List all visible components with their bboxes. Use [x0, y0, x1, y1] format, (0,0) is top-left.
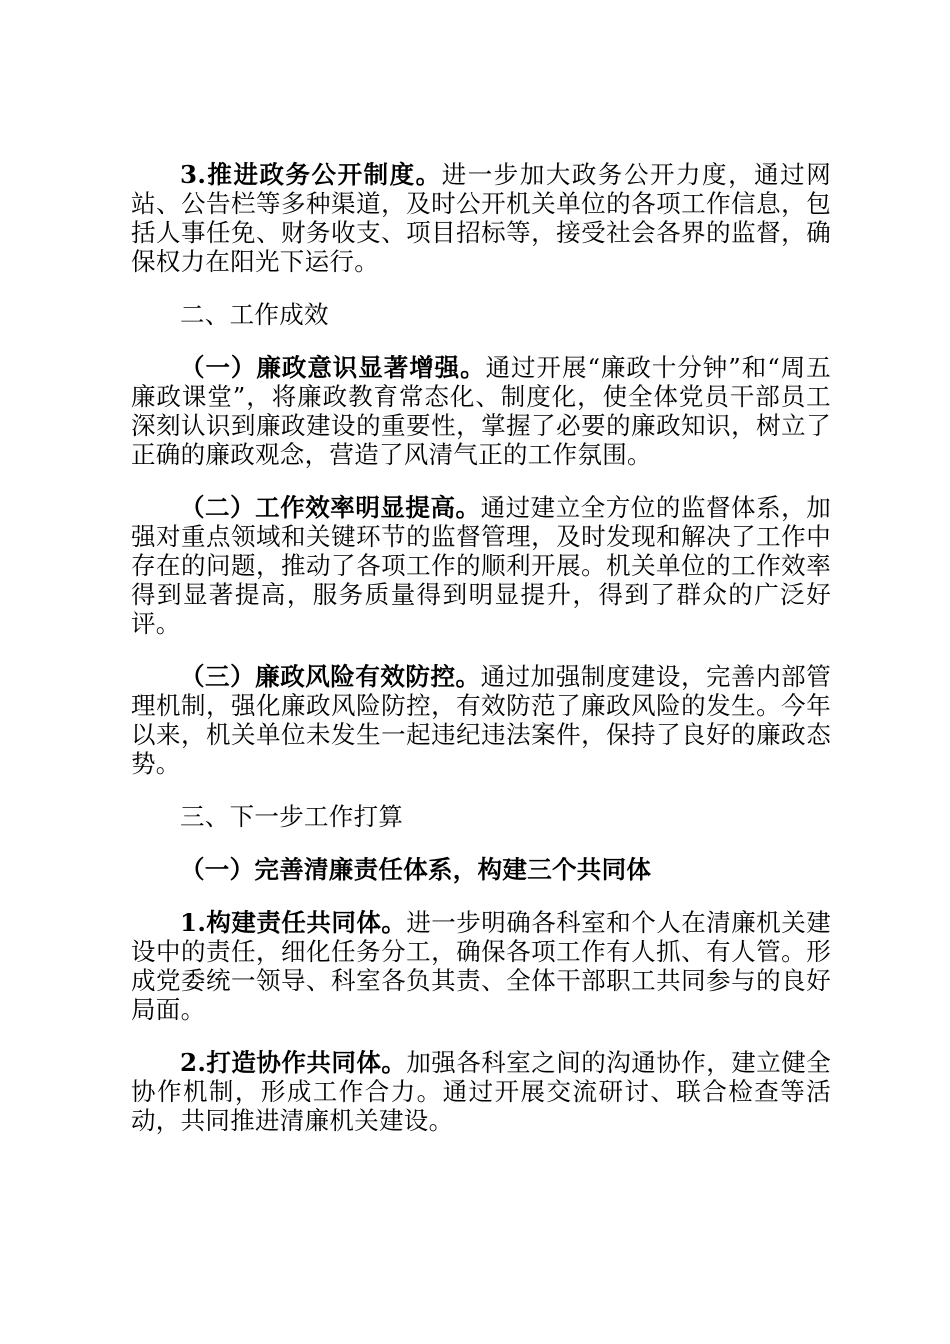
paragraph-lead: （三）廉政风险有效防控。: [180, 662, 481, 691]
paragraph-item-3-govt-affairs: [131, 160, 831, 276]
paragraph-body: 通过建立全方位的监督体系，加强对重点领域和关键环节的监督管理，及时发现和解决了工作中存在的问题，推动了各项工作的顺利开展。机关单位的工作效率得到显著提高，服务质量得到明显提升，得到了群众的广泛好评。: [131, 493, 831, 638]
paragraph-body: 加强各科室之间的沟通协作，建立健全协作机制，形成工作合力。通过开展交流研讨、联合检查等活动，共同推进清廉机关建设。: [131, 1048, 831, 1135]
section-heading-next-steps: 三、下一步工作打算: [180, 802, 404, 831]
paragraph-collaboration-community: [131, 1048, 831, 1135]
paragraph-responsibility-community: [131, 908, 831, 1024]
document-page: [131, 160, 831, 1159]
subsection-heading-responsibility-system: （一）完善清廉责任体系，构建三个共同体: [180, 855, 652, 884]
paragraph-body: 进一步加大政务公开力度，通过网站、公告栏等多种渠道，及时公开机关单位的各项工作信息，包括人事任免、财务收支、项目招标等，接受社会各界的监督，确保权力在阳光下运行。: [131, 160, 831, 276]
section-heading-results: 二、工作成效: [180, 300, 329, 329]
paragraph-lead: 3.推进政务公开制度。: [180, 160, 442, 189]
paragraph-body: 通过开展“廉政十分钟”和“周五廉政课堂”，将廉政教育常态化、制度化，使全体党员干部员工深刻认识到廉政建设的重要性，掌握了必要的廉政知识，树立了正确的廉政观念，营造了风清气正的工作氛围。: [131, 353, 831, 469]
paragraph-work-efficiency: [131, 493, 831, 638]
paragraph-body: 进一步明确各科室和个人在清廉机关建设中的责任，细化任务分工，确保各项工作有人抓、有人管。形成党委统一领导、科室各负其责、全体干部职工共同参与的良好局面。: [131, 908, 831, 1024]
paragraph-integrity-awareness: [131, 353, 831, 469]
paragraph-lead: 2.打造协作共同体。: [180, 1048, 407, 1077]
paragraph-lead: （一）廉政意识显著增强。: [180, 353, 486, 382]
paragraph-lead: 1.构建责任共同体。: [180, 908, 407, 937]
paragraph-risk-control: [131, 662, 831, 778]
paragraph-body: 通过加强制度建设，完善内部管理机制，强化廉政风险防控，有效防范了廉政风险的发生。今年以来，机关单位未发生一起违纪违法案件，保持了良好的廉政态势。: [131, 662, 831, 778]
paragraph-lead: （二）工作效率明显提高。: [180, 493, 481, 522]
